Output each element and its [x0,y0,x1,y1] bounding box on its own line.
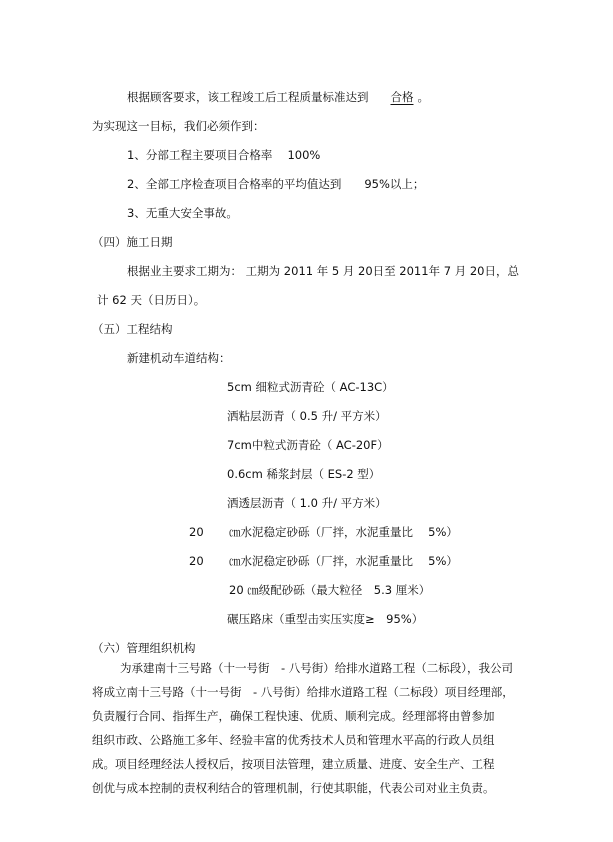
management-paragraph-line: 将成立南十三号路（十一号街 - 八号街）给排水道路工程（二标段）项目经理部， [92,685,514,699]
management-paragraph-line: 成。项目经理经法人授权后，按项目法管理，建立质量、进度、安全生产、工程 [92,757,495,771]
quality-standard-end: 。 [417,90,429,104]
section-heading-schedule: （四）施工日期 [92,235,173,249]
management-paragraph-line: 负责履行合同、指挥生产，确保工程快速、优质、顺利完成。经理部将由曾参加 [92,709,495,723]
layer-item: ㎝水泥稳定砂砾（厂拌，水泥重量比 5%） [229,554,458,568]
quality-standard-line [127,90,429,104]
layer-item: 洒透层沥青（ 1.0 升/ 平方米） [227,496,387,510]
quality-grade: 合格 [390,90,414,104]
layer-item: 碾压路床（重型击实压实度≥ 95%） [227,612,424,626]
layer-item: 0.6cm 稀浆封层（ ES-2 型） [227,467,381,481]
goal-item-1: 1、分部工程主要项目合格率 100% [127,148,321,162]
goal-item-3: 3、无重大安全事故。 [127,206,238,220]
stab-thickness: 20 [189,525,204,539]
goal-item-2: 2、全部工序检查项目合格率的平均值达到 95%以上； [127,177,425,191]
layer-item: 5cm 细粒式沥青砼（ AC-13C） [227,380,394,394]
layer-item: 洒粘层沥青（ 0.5 升/ 平方米） [227,409,387,423]
structure-subheading: 新建机动车道结构： [127,351,231,365]
schedule-line-2: 计 62 天（日历日）。 [97,293,206,307]
management-paragraph-line: 为承建南十三号路（十一号街 - 八号街）给排水道路工程（二标段），我公司 [120,661,514,675]
layer-item: 20 ㎝级配砂砾（最大粒径 5.3 厘米） [229,583,431,597]
management-paragraph-line: 组织市政、公路施工多年、经验丰富的优秀技术人员和管理水平高的行政人员组 [92,733,495,747]
section-heading-structure: （五）工程结构 [92,322,173,336]
section-heading-management: （六）管理组织机构 [92,641,196,655]
quality-standard-text: 根据顾客要求，该工程竣工后工程质量标准达到 [127,90,369,104]
stab-thickness: 20 [189,554,204,568]
schedule-line-1: 根据业主要求工期为： 工期为 2011 年 5 月 20日至 2011年 7 月 20日，总 [127,264,519,278]
layer-item: ㎝水泥稳定砂砾（厂拌，水泥重量比 5%） [229,525,458,539]
layer-item: 7cm中粒式沥青砼（ AC-20F） [227,438,389,452]
management-paragraph-line: 创优与成本控制的责权利结合的管理机制，行使其职能，代表公司对业主负责。 [92,781,495,795]
goal-intro: 为实现这一目标，我们必须作到： [92,119,265,133]
